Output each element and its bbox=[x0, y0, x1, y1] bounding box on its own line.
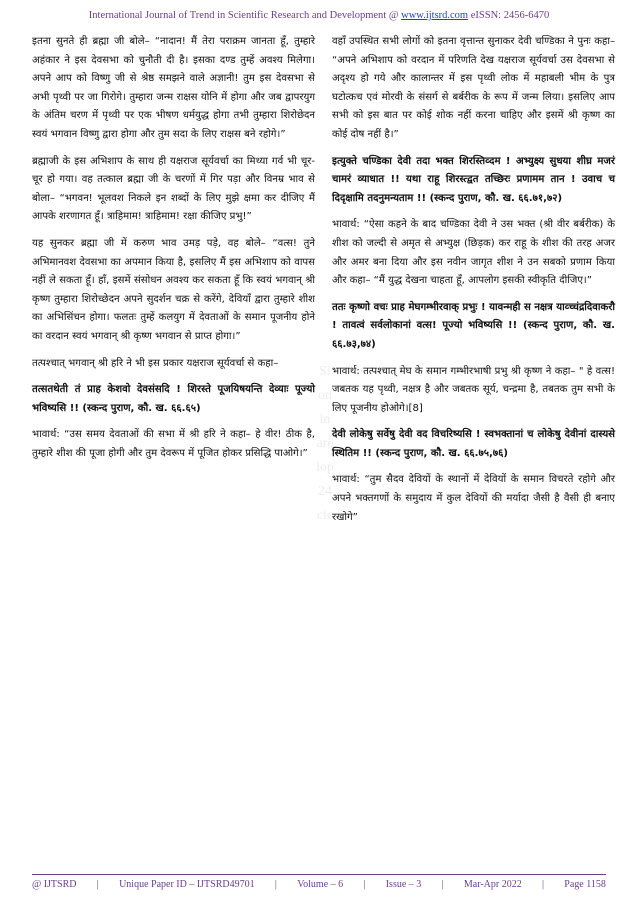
journal-header bbox=[0, 10, 638, 21]
footer-divider bbox=[32, 874, 606, 875]
sanskrit-verse: ततः कृष्णो वचः प्राह मेघगम्भीरवाक् प्रभुः ! यावन्मही स नक्षत्र याव्च्चंद्रदिवाकरौ ! तावत्वं सर्वलोकानां वत्स! पूज्यो भविष्यसि !! (स्कन्द पुराण, कौ. ख. ६६.७३,७४) bbox=[332, 301, 615, 350]
paragraph: वहाँ उपस्थित सभी लोगों को इतना वृत्तान्त सुनाकर देवी चण्डिका ने पुनः कहा– “अपने अभिशाप को वरदान में परिणति देख यक्षराज सूर्यवर्चा उस देवसभा से अदृश्य हो गये और कालान्तर में इस पृथ्वी लोक में महाबली भीम के पुत्र घटोत्कच एवं मोरवी के संसर्ग से बर्बरीक के रूप में जन्म लिया। इसलिए आप सभी को इस बात पर कोई शोक नहीं करना चाहिए और इसमें श्री कृष्ण का कोई दोष नहीं है।” bbox=[332, 36, 615, 140]
paragraph: भावार्थ: तत्पश्चात् मेघ के समान गम्भीरभाषी प्रभु श्री कृष्ण ने कहा– " हे वत्स! जबतक यह पृथ्वी, नक्षत्र है और जबतक सूर्य, चन्द्रमा है, तबतक तुम सभी के लिए पूजनीय होओगे।[8] bbox=[332, 365, 615, 414]
sanskrit-verse: देवी लोकेषु सर्वेषु देवी वद विचरिष्यसि ! स्वभक्तानां च लोकेषु देवीनां दास्यसे स्थितिम !! (स्कन्द पुराण, कौ. ख. ६६.७५,७६) bbox=[332, 429, 615, 459]
page-footer bbox=[32, 879, 606, 890]
watermark-fragment: on bbox=[318, 388, 332, 403]
paragraph: तत्पश्चात् भगवान् श्री हरि ने भी इस प्रकार यक्षराज सूर्यवर्चा से कहा– bbox=[32, 357, 279, 369]
sanskrit-verse: तत्सतथेती तं प्राह केशवो देवसंसदि ! शिरस्ते पूजयिषयन्ति देव्याः पूज्यो भविष्यसि !! (स्कन्द पुराण, कौ. ख. ६६.६५) bbox=[32, 384, 315, 414]
footer-journal: @ IJTSRD bbox=[32, 879, 77, 890]
footer-date: Mar-Apr 2022 bbox=[463, 879, 522, 890]
footer-paper-id: Unique Paper ID – IJTSRD49701 bbox=[119, 879, 255, 890]
footer-separator: | bbox=[441, 879, 444, 890]
paragraph: इतना सुनते ही ब्रह्मा जी बोले– “नादान! मैं तेरा पराक्रम जानता हूँ, तुम्हारे अहंकार ने इस देवसभा को चुनौती दी है। इसका दण्ड तुम्हें अवश्य मिलेगा। अपने आप को विष्णु जी से श्रेष्ठ समझने वाले अज्ञानी! तुम इस देवसभा से अभी पृथ्वी पर जा गिरोगे। तुम्हारा जन्म राक्षस योनि में होगा और जब द्वापरयुग के अंतिम चरण में पृथ्वी पर एक भीषण धर्मयुद्ध होगा तभी तुम्हारा शिरोछेदन स्वयं भगवान विष्णु द्वारा होगा और तुम सदा के लिए राक्षस बने रहोगे।” bbox=[32, 36, 315, 140]
right-column bbox=[332, 33, 615, 535]
watermark-fragment: 24 bbox=[318, 484, 332, 499]
footer-separator: | bbox=[363, 879, 366, 890]
paragraph: भावार्थ: “उस समय देवताओं की सभा में श्री हरि ने कहा– हे वीर! ठीक है, तुम्हारे शीश की पूजा होगी और तुम देवरूप में पूजित होकर प्रसिद्धि पाओगे।” bbox=[32, 429, 315, 459]
journal-url-link[interactable]: www.ijtsrd.com bbox=[401, 10, 469, 21]
sanskrit-verse: इत्युक्ते चण्डिका देवी तदा भक्त शिरस्तिव्दम ! अभ्युक्ष्य सुधया शीघ्र मजरं चामरं व्याधात !! यथा राहू शिरस्त्द्वत तच्छिरः प्रणामम तान ! उवाच च दिदृक्षामि तदनुमन्यताम !! (स्कन्द पुराण, कौ. ख. ६६.७१,७२) bbox=[332, 155, 615, 204]
watermark-fragment: in bbox=[319, 412, 331, 427]
footer-page-number: Page 1158 bbox=[564, 879, 606, 890]
watermark-fragment: cie bbox=[316, 508, 334, 523]
paragraph: ब्रह्माजी के इस अभिशाप के साथ ही यक्षराज सूर्यवर्चा का मिथ्या गर्व भी चूर-चूर हो गया। वह तत्काल ब्रह्मा जी के चरणों में गिर पड़ा और विनम्र भाव से बोला– “भगवन! भूलवश निकले इन शब्दों के लिए मुझे क्षमा कर दीजिए मैं आपके शरणागत हूँ। त्राहिमाम! त्राहिमाम! रक्षा कीजिए प्रभु!” bbox=[32, 155, 315, 223]
footer-volume: Volume – 6 bbox=[297, 879, 344, 890]
paragraph: यह सुनकर ब्रह्मा जी में करुण भाव उमड़ पड़े, वह बोले– “वत्स! तुने अभिमानवश देवसभा का अपमान किया है, इसलिए मैं इस अभिशाप को वापस नहीं ले सकता हूँ। हाँ, इसमें संसोधन अवश्य कर सकता हूँ कि स्वयं भगवान् श्री कृष्ण तुम्हारा शिरोच्छेदन अपने सुदर्शन चक्र से करेंगे, देवियाँ द्वारा तुम्हारे शीश का अभिसिंचन होगा। फलतः तुम्हें कलयुग में देवताओं के समान पूजनीय होने का वरदान स्वयं भगवान् श्री कृष्ण भगवान से प्राप्त होगा।” bbox=[32, 237, 315, 342]
left-column bbox=[32, 33, 315, 471]
footer-separator: | bbox=[274, 879, 277, 890]
paragraph: भावार्थ: “ऐसा कहने के बाद चण्डिका देवी ने उस भक्त (श्री वीर बर्बरीक) के शीश को जल्दी से अमृत से अभ्युक्ष (छिड़क) कर राहू के शीश की तरह अजर और अमर बना दिया और इस नवीन जागृत शीश ने उन सबको प्रणाम किया और कहा– “मैं युद्ध देखना चाहता हूँ, आपलोग इसकी स्वीकृति दीजिए।” bbox=[332, 219, 615, 287]
header-prefix: International Journal of Trend in Scientific Research and Development @ bbox=[88, 10, 402, 21]
paragraph: भावार्थ: “तुम सैदव देवियों के स्थानों में देवियों के समान विचरते रहोगे और अपने भक्तगणों के समुदाय में कुल देवियों की मर्यादा जैसी है वैसी ही बनाए रखोगे” bbox=[332, 474, 615, 523]
watermark-fragment: lop bbox=[316, 460, 334, 475]
header-suffix: eISSN: 2456-6470 bbox=[468, 10, 550, 21]
footer-separator: | bbox=[96, 879, 99, 890]
watermark-fragment: Si bbox=[319, 364, 331, 379]
watermark-fragment: are bbox=[316, 436, 334, 451]
footer-issue: Issue – 3 bbox=[385, 879, 422, 890]
footer-separator: | bbox=[541, 879, 544, 890]
